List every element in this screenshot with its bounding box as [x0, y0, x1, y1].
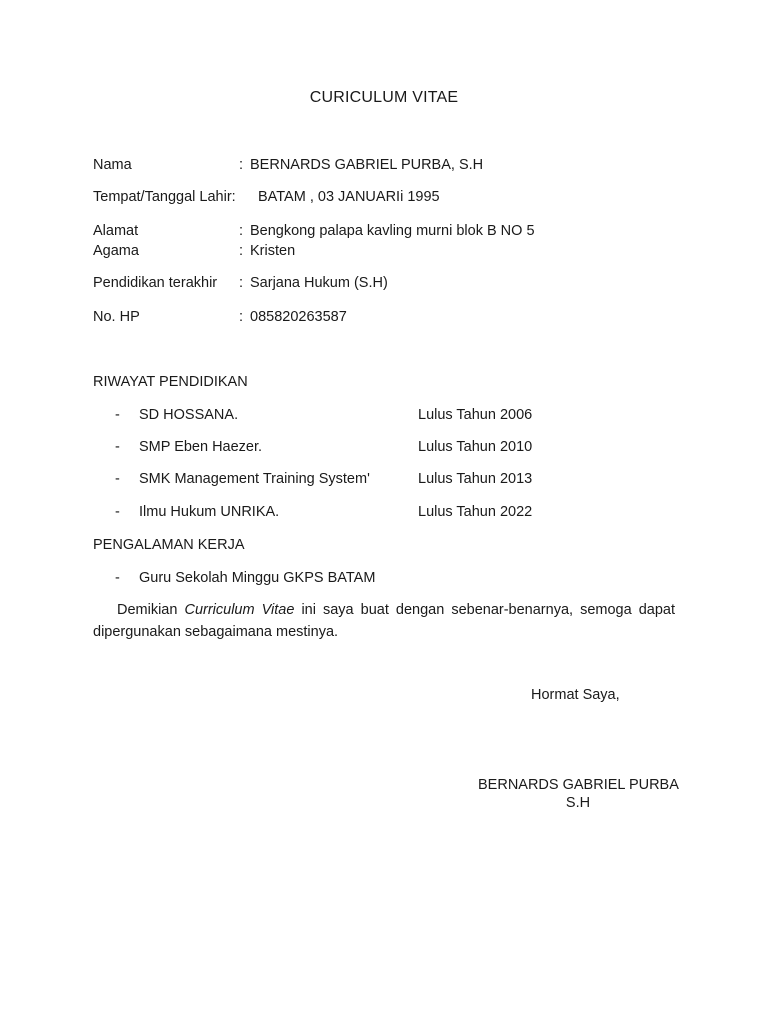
colon-alamat: :: [239, 223, 244, 239]
education-year: Lulus Tahun 2010: [418, 439, 533, 455]
closing-suffix: ini saya buat dengan sebenar-benarnya, semoga dapat dipergunakan sebagaimana mestinya.: [93, 602, 675, 640]
education-bullet: -: [115, 439, 120, 455]
experience-item: Guru Sekolah Minggu GKPS BATAM: [139, 570, 376, 586]
value-pendidikan-terakhir: Sarjana Hukum (S.H): [250, 275, 388, 291]
education-school: SMP Eben Haezer.: [139, 439, 263, 455]
signature-block: [478, 776, 678, 812]
value-alamat: Bengkong palapa kavling murni blok B NO 5: [250, 223, 535, 239]
closing-prefix: Demikian: [117, 602, 185, 618]
label-alamat: Alamat: [93, 223, 139, 239]
label-tempat-tanggal-lahir: Tempat/Tanggal Lahir:: [93, 189, 236, 205]
value-nama: BERNARDS GABRIEL PURBA, S.H: [250, 157, 484, 173]
closing-paragraph: [93, 599, 675, 643]
education-year: Lulus Tahun 2006: [418, 407, 533, 423]
signature-name: BERNARDS GABRIEL PURBA: [478, 777, 679, 793]
experience-bullet: -: [115, 570, 120, 586]
value-no-hp: 085820263587: [250, 309, 347, 325]
closing-italic-term: Curriculum Vitae: [184, 602, 295, 618]
label-nama: Nama: [93, 157, 132, 173]
colon-agama: :: [239, 243, 244, 259]
signature-title: S.H: [565, 795, 591, 811]
education-year: Lulus Tahun 2013: [418, 471, 533, 487]
education-year: Lulus Tahun 2022: [418, 504, 533, 520]
value-tempat-tanggal-lahir: BATAM , 03 JANUARIi 1995: [258, 189, 440, 205]
regards-text: Hormat Saya,: [531, 687, 620, 703]
document-title: CURICULUM VITAE: [309, 89, 459, 106]
education-school: Ilmu Hukum UNRIKA.: [139, 504, 280, 520]
label-pendidikan-terakhir: Pendidikan terakhir: [93, 275, 218, 291]
colon-pendidikan-terakhir: :: [239, 275, 244, 291]
education-school: SD HOSSANA.: [139, 407, 239, 423]
label-no-hp: No. HP: [93, 309, 140, 325]
education-bullet: -: [115, 407, 120, 423]
education-heading: RIWAYAT PENDIDIKAN: [93, 374, 248, 390]
colon-nama: :: [239, 157, 244, 173]
label-agama: Agama: [93, 243, 139, 259]
education-bullet: -: [115, 504, 120, 520]
education-bullet: -: [115, 471, 120, 487]
colon-no-hp: :: [239, 309, 244, 325]
value-agama: Kristen: [250, 243, 296, 259]
education-school: SMK Management Training System': [139, 471, 370, 487]
experience-heading: PENGALAMAN KERJA: [93, 537, 245, 553]
